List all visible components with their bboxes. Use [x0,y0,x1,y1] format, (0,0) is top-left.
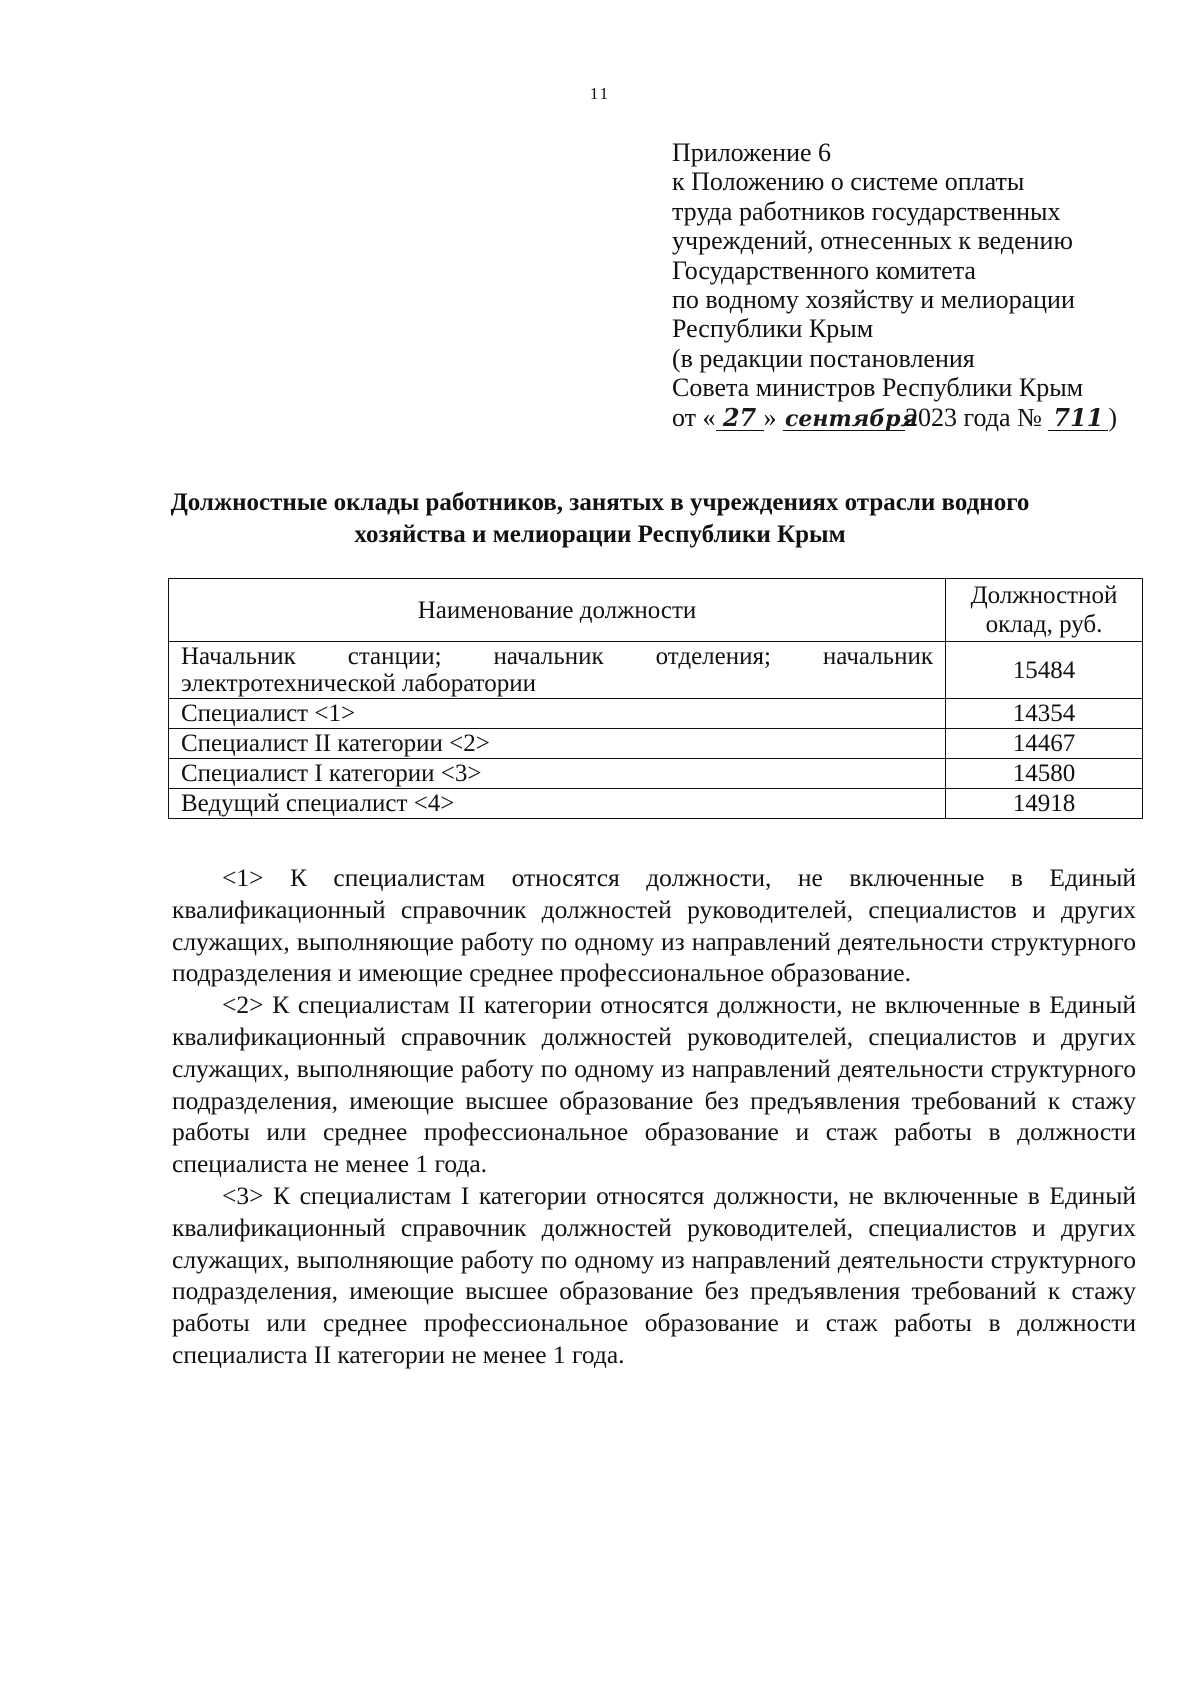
salary-value: 15484 [946,642,1143,699]
title-line: Должностные оклады работников, занятых в учреждениях отрасли водного [170,489,1030,516]
header-salary-line: Должностной [970,582,1118,609]
handwritten-day: 27 [716,406,764,431]
position-name: Начальник станции; начальник отделения; начальник электротехнической лаборатории [169,642,946,699]
table-row [169,789,1143,819]
table-row [169,642,1143,699]
appendix-line: труда работников государственных [672,196,1061,226]
table-row [169,759,1143,789]
date-close: ) [1108,402,1118,432]
title-line: хозяйства и мелиорации Республики Крым [354,521,846,548]
appendix-line: Приложение 6 [672,138,832,167]
position-name: Специалист <1> [169,699,946,729]
resolution-date-line [672,403,1172,432]
salary-table [168,578,1143,819]
salary-value: 14580 [946,759,1143,789]
date-mid: » [763,402,777,432]
date-suffix: 2023 года № [905,402,1042,432]
position-name: Специалист I категории <3> [169,759,946,789]
footnote: <1> К специалистам относятся должности, не включенные в Единый квалификационный справочник должностей руководителей, специалистов и других служащих, выполняющие работу по одному из направлений деятельности структурного подразделения и имеющие среднее профессиональное образование. [172,863,1136,988]
table-row [169,699,1143,729]
appendix-line: Государственного комитета [672,255,976,285]
date-prefix: от « [672,402,716,432]
footnotes [172,862,1136,1371]
footnote: <3> К специалистам I категории относятся должности, не включенные в Единый квалификационный справочник должностей руководителей, специалистов и других служащих, выполняющие работу по одному из направлений деятельности структурного подразделения, имеющие высшее образование без предъявления требований к стажу работы или среднее профессиональное образование и стаж работы в должности специалиста II категории не менее 1 года. [172,1180,1136,1369]
appendix-line: учреждений, отнесенных к ведению [672,226,1073,256]
appendix-line: Совета министров Республики Крым [672,373,1084,403]
salary-value: 14918 [946,789,1143,819]
appendix-line: по водному хозяйству и мелиорации [672,285,1075,315]
page-number: 11 [589,84,611,103]
handwritten-number: 711 [1048,406,1108,431]
handwritten-month: сентября [785,405,919,432]
header-salary [946,579,1143,642]
header-position-name: Наименование должности [169,579,946,642]
position-name: Ведущий специалист <4> [169,789,946,819]
appendix-line: (в редакции постановления [672,343,975,373]
appendix-header [672,138,1172,432]
document-title [150,487,1050,551]
salary-value: 14354 [946,699,1143,729]
table-row [169,729,1143,759]
footnote: <2> К специалистам II категории относятся должности, не включенные в Единый квалификационный справочник должностей руководителей, специалистов и других служащих, выполняющие работу по одному из направлений деятельности структурного подразделения, имеющие высшее образование без предъявления требований к стажу работы или среднее профессиональное образование и стаж работы в должности специалиста не менее 1 года. [172,990,1136,1179]
position-name: Специалист II категории <2> [169,729,946,759]
table-header-row [169,579,1143,642]
header-salary-line: оклад, руб. [985,611,1103,638]
salary-value: 14467 [946,729,1143,759]
appendix-line: Республики Крым [672,314,874,344]
appendix-line: к Положению о системе оплаты [672,167,1025,197]
